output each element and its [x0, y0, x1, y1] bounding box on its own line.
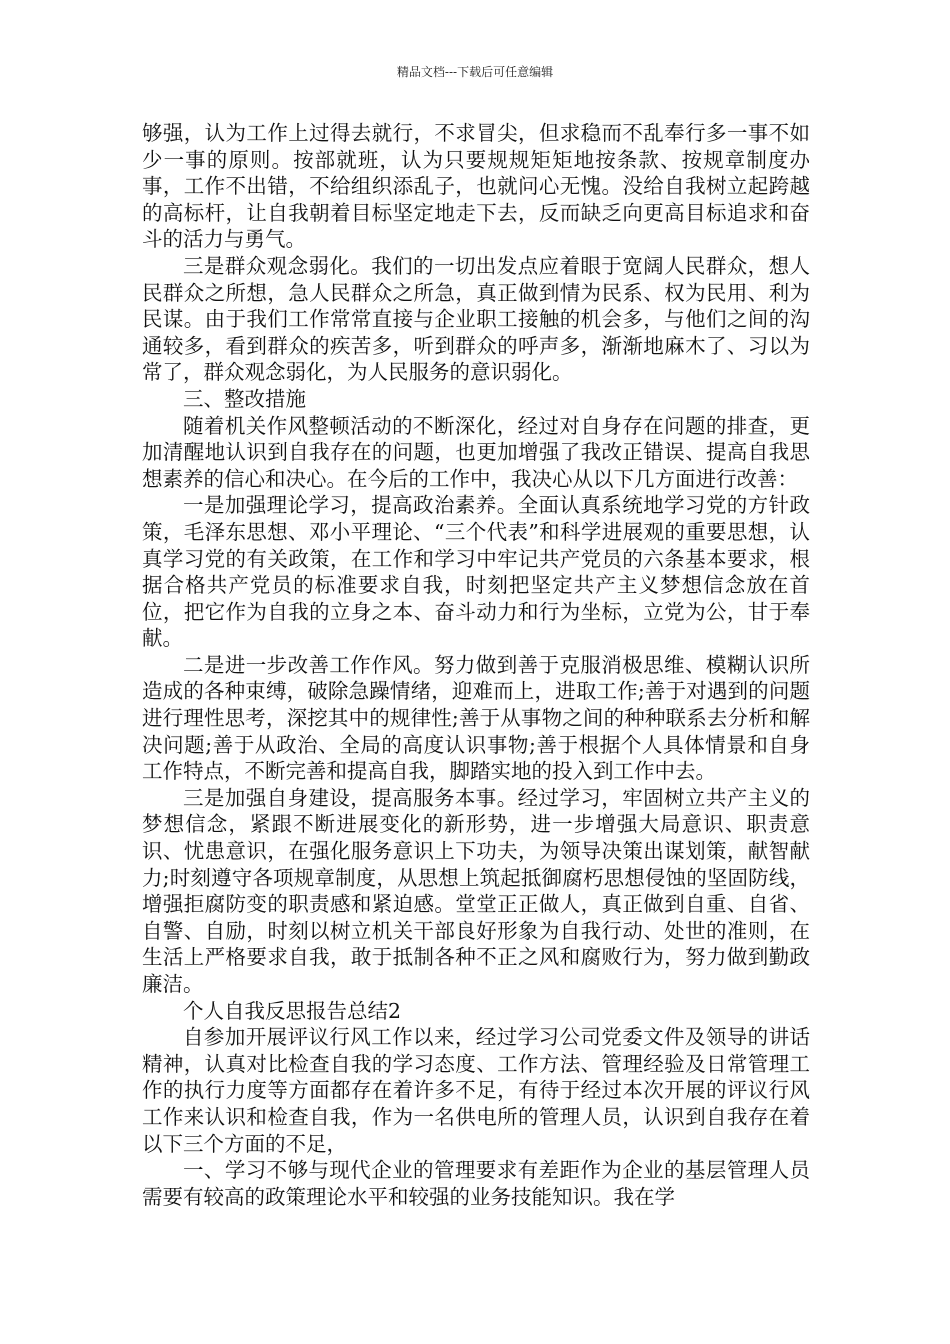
document-body [142, 120, 810, 1210]
paragraph-self-building: 三是加强自身建设，提高服务本事。经过学习，牢固树立共产主义的梦想信念，紧跟不断进展变化的新形势，进一步增强大局意识、职责意识、忧患意识，在强化服务意识上下功夫，为领导决策出谋划策，献智献力;时刻遵守各项规章制度，从思想上筑起抵御腐朽思想侵蚀的坚固防线，增强拒腐防变的职责感和紧迫感。堂堂正正做人，真正做到自重、自省、自警、自励，时刻以树立机关干部良好形象为自我行动、处世的准则，在生活上严格要求自我，敢于抵制各种不正之风和腐败行为，努力做到勤政廉洁。 [142, 785, 810, 996]
paragraph-theory-study: 一是加强理论学习，提高政治素养。全面认真系统地学习党的方针政策，毛泽东思想、邓小平理论、“三个代表”和科学进展观的重要思想，认真学习党的有关政策，在工作和学习中牢记共产党员的六条基本要求，根据合格共产党员的标准要求自我，时刻把坚定共产主义梦想信念放在首位，把它作为自我的立身之本、奋斗动力和行为坐标，立党为公，甘于奉献。 [142, 493, 810, 651]
section-heading-rectification: 三、整改措施 [183, 386, 306, 411]
paragraph-continuation: 够强，认为工作上过得去就行，不求冒尖，但求稳而不乱奉行多一事不如少一事的原则。按部就班，认为只要规规矩矩地按条款、按规章制度办事，工作不出错，不给组织添乱子，也就问心无愧。没给自我树立起跨越的高标杆，让自我朝着目标坚定地走下去，反而缺乏向更高目标追求和奋斗的活力与勇气。 [142, 121, 810, 252]
report-title-2: 个人自我反思报告总结2 [183, 998, 402, 1023]
paragraph-mass-viewpoint: 三是群众观念弱化。我们的一切出发点应着眼于宽阔人民群众，想人民群众之所想，急人民群众之所急，真正做到情为民系、权为民用、利为民谋。由于我们工作常常直接与企业职工接触的机会多，与他们之间的沟通较多，看到群众的疾苦多，听到群众的呼声多，渐渐地麻木了、习以为常了，群众观念弱化，为人民服务的意识弱化。 [142, 253, 810, 385]
paragraph-report-2-intro: 自参加开展评议行风工作以来，经过学习公司党委文件及领导的讲话精神，认真对比检查自我的学习态度、工作方法、管理经验及日常管理工作的执行力度等方面都存在着许多不足，有待于经过本次开展的评议行风工作来认识和检查自我，作为一名供电所的管理人员，认识到自我存在着以下三个方面的不足， [142, 1025, 810, 1156]
page-header: 精品文档---下载后可任意编辑 [396, 65, 554, 79]
paragraph-work-style: 二是进一步改善工作作风。努力做到善于克服消极思维、模糊认识所造成的各种束缚，破除急躁情绪，迎难而上，进取工作;善于对遇到的问题进行理性思考，深挖其中的规律性;善于从事物之间的种种联系去分析和解决问题;善于从政治、全局的高度认识事物;善于根据个人具体情景和自身工作特点，不断完善和提高自我，脚踏实地的投入到工作中去。 [142, 652, 810, 784]
paragraph-learning-gap: 一、学习不够与现代企业的管理要求有差距作为企业的基层管理人员需要有较高的政策理论水平和较强的业务技能知识。我在学 [142, 1158, 810, 1209]
paragraph-rectification-intro: 随着机关作风整顿活动的不断深化，经过对自身存在问题的排查，更加清醒地认识到自我存在的问题，也更加增强了我改正错误、提高自我思想素养的信心和决心。在今后的工作中，我决心从以下几方面进行改善： [142, 413, 810, 491]
